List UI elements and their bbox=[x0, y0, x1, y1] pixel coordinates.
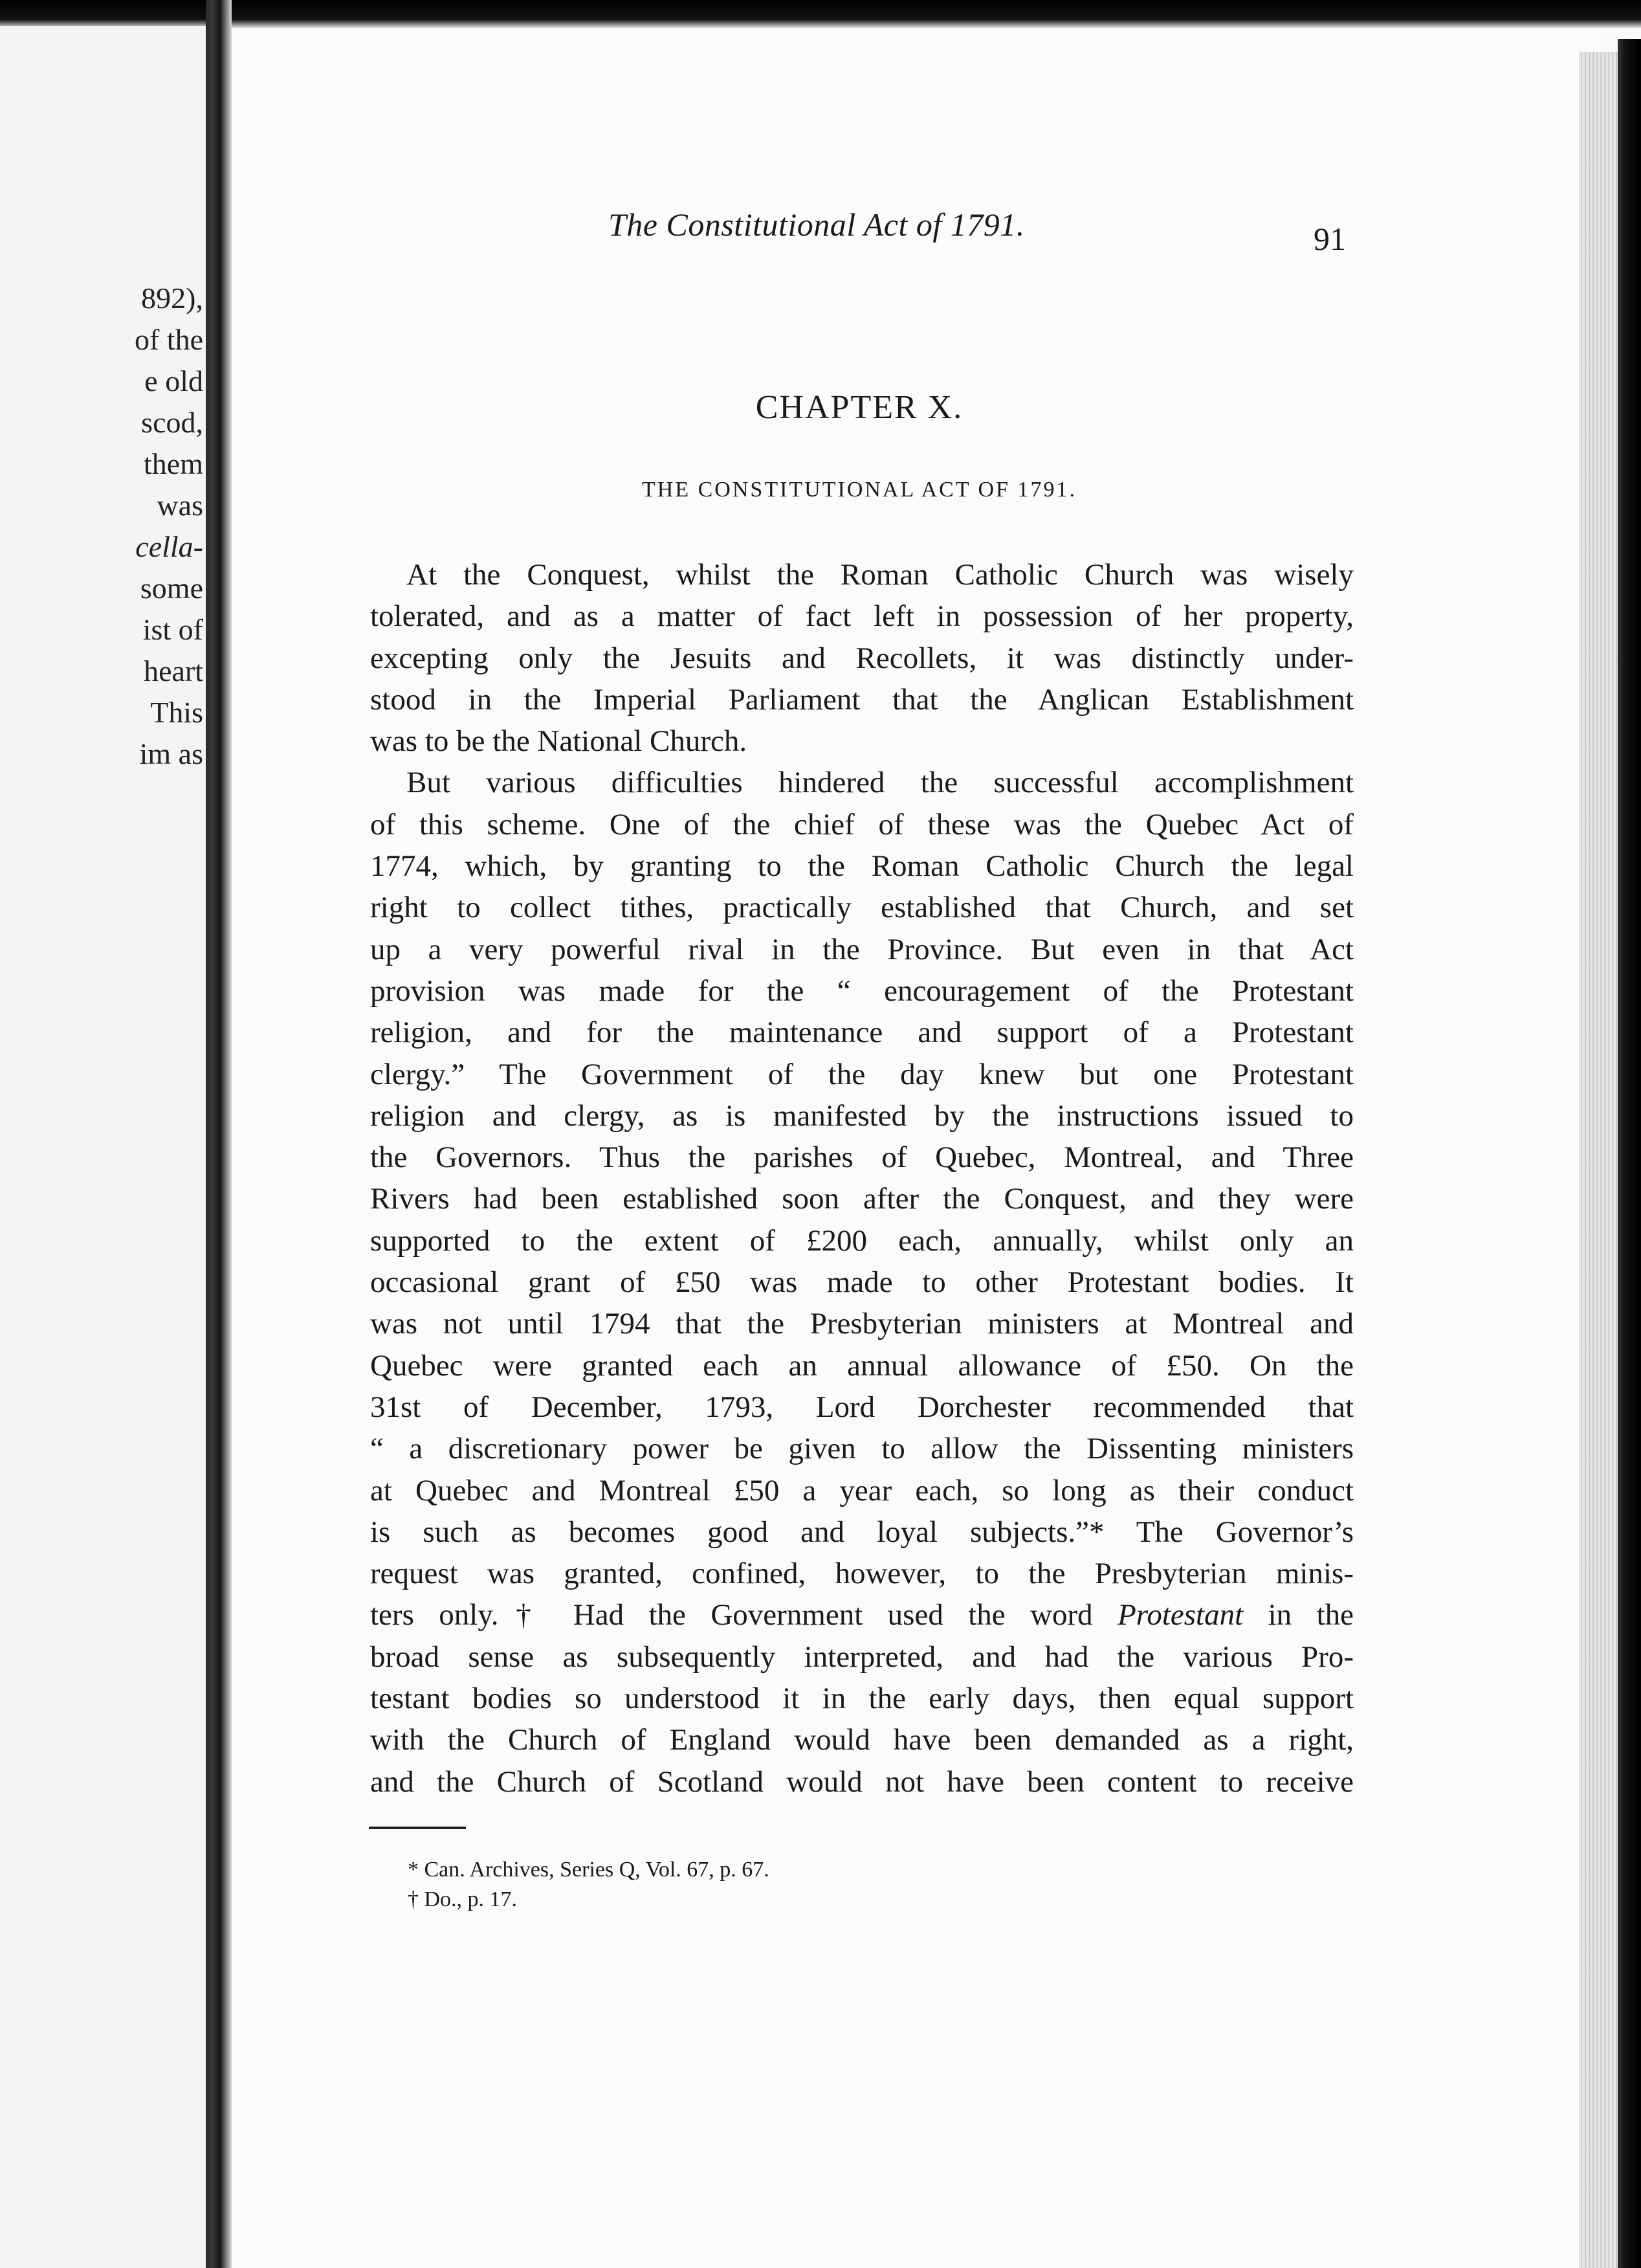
body-line: religion, and for the maintenance and support of a Protestant bbox=[370, 1016, 1354, 1050]
body-line: excepting only the Jesuits and Recollets, it was distinctly under- bbox=[370, 641, 1354, 675]
body-line: was not until 1794 that the Presbyterian ministers at Montreal and bbox=[370, 1307, 1354, 1341]
left-page-line: e old bbox=[144, 364, 203, 397]
body-line: But various difficulties hindered the successful accomplishment bbox=[406, 766, 1354, 800]
left-page-line: ist of bbox=[142, 613, 203, 646]
body-line: testant bodies so understood it in the early days, then equal support bbox=[370, 1682, 1354, 1716]
body-line: clergy.” The Government of the day knew but one Protestant bbox=[370, 1057, 1354, 1091]
left-page-line: 892), bbox=[141, 282, 203, 315]
page-number: 91 bbox=[1314, 221, 1346, 257]
body-line: supported to the extent of £200 each, annually, whilst only an bbox=[370, 1223, 1354, 1258]
footnote: * Can. Archives, Series Q, Vol. 67, p. 67. bbox=[408, 1858, 769, 1882]
left-facing-page bbox=[0, 26, 207, 2268]
footnote-rule bbox=[369, 1827, 466, 1829]
left-page-line: cella- bbox=[135, 530, 203, 563]
body-line: stood in the Imperial Parliament that the Anglican Establishment bbox=[370, 682, 1354, 717]
body-line: Rivers had been established soon after the Conquest, and they were bbox=[370, 1182, 1354, 1216]
body-line: religion and clergy, as is manifested by the instructions issued to bbox=[370, 1098, 1354, 1133]
italic-word: Protestant bbox=[1118, 1598, 1244, 1632]
left-page-line: im as bbox=[139, 737, 203, 770]
body-line: the Governors. Thus the parishes of Quebec, Montreal, and Three bbox=[370, 1140, 1354, 1175]
body-line: with the Church of England would have been demanded as a right, bbox=[370, 1723, 1354, 1757]
chapter-subtitle: THE CONSTITUTIONAL ACT OF 1791. bbox=[642, 478, 1077, 502]
body-text bbox=[370, 554, 1354, 1803]
body-line: Quebec were granted each an annual allowance of £50. On the bbox=[370, 1348, 1354, 1383]
body-line: occasional grant of £50 was made to other Protestant bodies. It bbox=[370, 1265, 1354, 1300]
body-line: “ a discretionary power be given to allow the Dissenting ministers bbox=[370, 1432, 1354, 1466]
left-page-line: some bbox=[140, 572, 203, 605]
footnote: † Do., p. 17. bbox=[408, 1887, 518, 1911]
body-line: was to be the National Church. bbox=[370, 724, 747, 759]
body-line: of this scheme. One of the chief of these was the Quebec Act of bbox=[370, 807, 1354, 841]
left-page-line: scod, bbox=[141, 406, 203, 439]
body-line: right to collect tithes, practically established that Church, and set bbox=[370, 891, 1354, 925]
body-line: tolerated, and as a matter of fact left in possession of her property, bbox=[370, 599, 1354, 634]
book-gutter bbox=[206, 0, 232, 2268]
page-edges bbox=[1579, 52, 1618, 2268]
running-head: The Constitutional Act of 1791. bbox=[608, 206, 1025, 243]
right-scan-border bbox=[1618, 39, 1641, 2268]
body-line-start: ters only.† Had the Government used the word bbox=[370, 1598, 1093, 1632]
body-line: broad sense as subsequently interpreted, and had the various Pro- bbox=[370, 1640, 1354, 1674]
chapter-title: CHAPTER X. bbox=[755, 389, 964, 426]
body-line: up a very powerful rival in the Province. But even in that Act bbox=[370, 932, 1354, 966]
body-line: At the Conquest, whilst the Roman Catholic Church was wisely bbox=[406, 558, 1354, 592]
body-line: 31st of December, 1793, Lord Dorchester recommended that bbox=[370, 1390, 1354, 1424]
body-line: and the Church of Scotland would not have been content to receive bbox=[370, 1764, 1354, 1799]
body-line: request was granted, confined, however, to the Presbyterian minis- bbox=[370, 1557, 1354, 1591]
left-page-line: them bbox=[144, 447, 203, 480]
left-page-line: This bbox=[150, 696, 203, 729]
left-page-line: heart bbox=[144, 654, 203, 687]
body-line: provision was made for the “ encouragement of the Protestant bbox=[370, 973, 1354, 1008]
footnotes bbox=[408, 1855, 769, 1915]
body-line: is such as becomes good and loyal subjects.”* The Governor’s bbox=[370, 1515, 1354, 1549]
left-page-line: was bbox=[157, 489, 203, 522]
left-page-line: of the bbox=[134, 323, 203, 356]
body-line-with-italic bbox=[370, 1594, 1354, 1636]
body-line: at Quebec and Montreal £50 a year each, so long as their conduct bbox=[370, 1473, 1354, 1507]
body-line-end: in the bbox=[1243, 1598, 1354, 1632]
body-line: 1774, which, by granting to the Roman Catholic Church the legal bbox=[370, 849, 1354, 884]
top-scan-border bbox=[0, 0, 1641, 28]
